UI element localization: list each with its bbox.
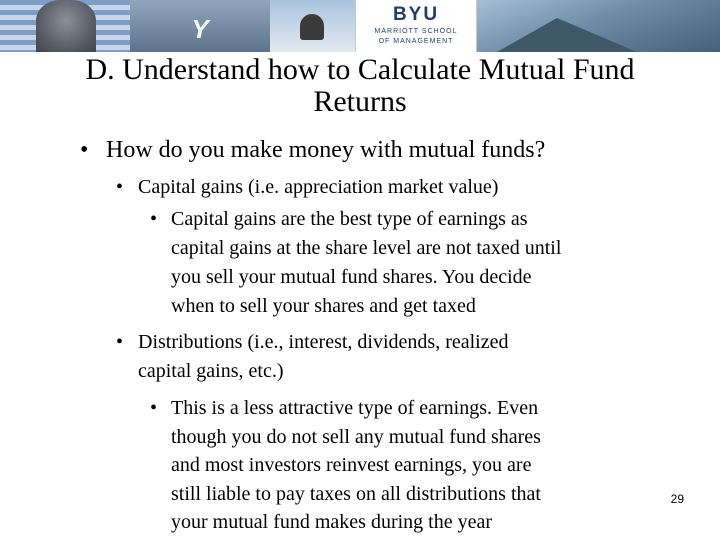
bullet-marker: • [116,331,124,353]
byu-wordmark: BYU [392,4,440,25]
capital-gains-detail-line: Capital gains are the best type of earnings as [171,208,528,230]
school-name-line1: MARRIOTT SCHOOL [374,28,458,35]
distributions-detail-line: though you do not sell any mutual fund shares [171,426,541,448]
bullet-question: How do you make money with mutual funds? [106,137,546,163]
slide-title-line1: D. Understand how to Calculate Mutual Fund [85,53,635,86]
capital-gains-detail-line: when to sell your shares and get taxed [171,295,476,317]
bullet-marker: • [150,208,158,230]
slide-title-line2: Returns [313,85,407,118]
y-logo: Y [191,14,209,44]
distributions-detail-line: your mutual fund makes during the year [171,511,493,533]
capital-gains-detail-line: you sell your mutual fund shares. You decide [171,266,532,288]
distributions-detail-line: and most investors reinvest earnings, you are [171,454,532,476]
bullet-distributions: Distributions (i.e., interest, dividends, realized [138,331,509,353]
bullet-marker: • [116,176,124,198]
bullet-marker: • [150,397,158,419]
bullet-marker: • [80,137,89,163]
distributions-detail-line: This is a less attractive type of earnings. Even [171,397,539,419]
capital-gains-detail-line: capital gains at the share level are not taxed until [171,237,562,259]
school-name-line2: OF MANAGEMENT [378,38,454,45]
slide-number: 29 [670,492,684,506]
bullet-distributions-cont: capital gains, etc.) [138,360,284,382]
bullet-capital-gains: Capital gains (i.e. appreciation market value) [138,176,499,198]
distributions-detail-line: still liable to pay taxes on all distributions that [171,483,541,505]
